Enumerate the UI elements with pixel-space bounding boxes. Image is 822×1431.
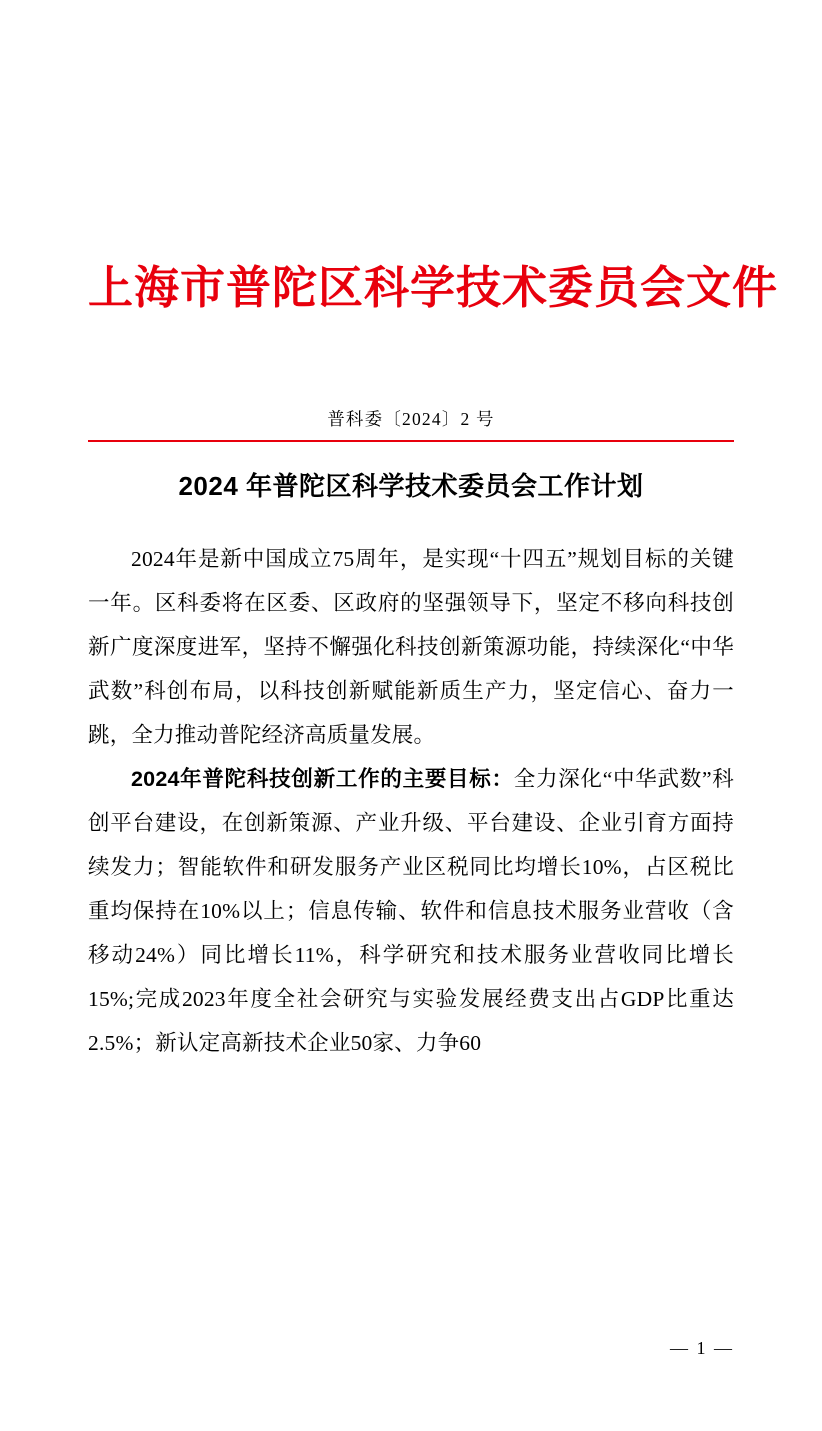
page-number: — 1 — (670, 1338, 734, 1358)
paragraph-2 (88, 757, 734, 1065)
paragraph-2-text: 全力深化“中华武数”科创平台建设，在创新策源、产业升级、平台建设、企业引育方面持续发力；智能软件和研发服务产业区税同比均增长10%，占区税比重均保持在10%以上；信息传输、软件和信息技术服务业营收（含移动24%）同比增长11%，科学研究和技术服务业营收同比增长15%;完成2023年度全社会研究与实验发展经费支出占GDP比重达2.5%；新认定高新技术企业50家、力争60 (88, 767, 734, 1056)
document-header (88, 262, 779, 314)
red-divider-rule (88, 440, 734, 443)
document-number: 普科委〔2024〕2 号 (327, 408, 495, 429)
document-page (0, 262, 822, 1431)
paragraph-2-lead: 2024年普陀科技创新工作的主要目标： (131, 767, 514, 792)
document-body (88, 537, 734, 1065)
page-title: 2024 年普陀区科学技术委员会工作计划 (178, 471, 644, 502)
paragraph-1: 2024年是新中国成立75周年，是实现“十四五”规划目标的关键一年。区科委将在区委、区政府的坚强领导下，坚定不移向科技创新广度深度进军，坚持不懈强化科技创新策源功能，持续深化“中华武数”科创布局，以科技创新赋能新质生产力，坚定信心、奋力一跳，全力推动普陀经济高质量发展。 (88, 547, 734, 748)
issuing-authority-title: 上海市普陀区科学技术委员会文件 (88, 262, 779, 313)
